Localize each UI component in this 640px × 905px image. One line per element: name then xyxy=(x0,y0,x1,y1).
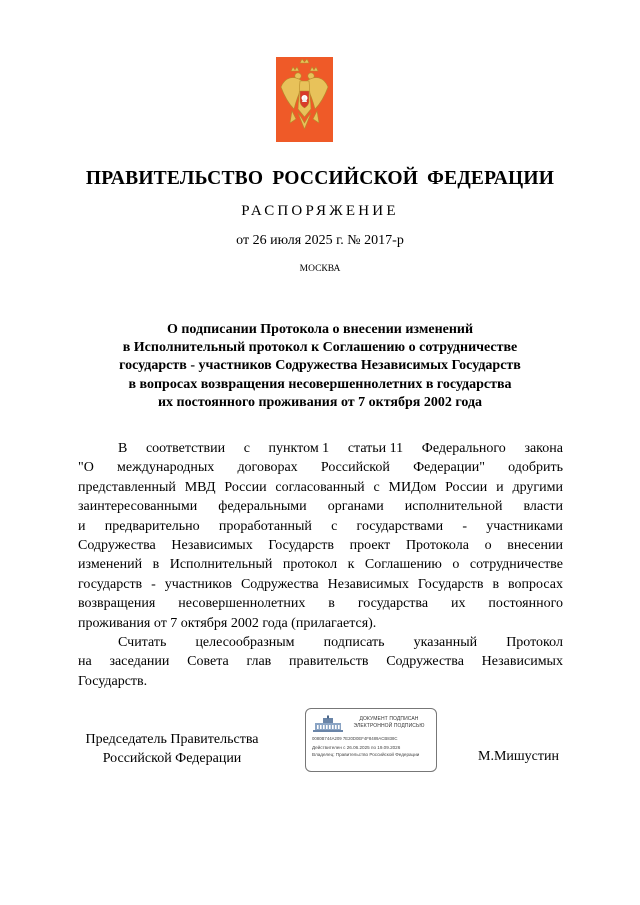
body-line xyxy=(78,439,563,458)
body-word: в xyxy=(328,596,335,612)
body-word: участниками xyxy=(486,518,563,534)
body-word: Исполнительный xyxy=(169,557,273,573)
body-word: протокол xyxy=(282,557,338,573)
body-word: Протокол xyxy=(506,634,563,650)
body-word: на xyxy=(78,654,92,670)
body-word: органами xyxy=(327,499,384,515)
body-word: Содружества xyxy=(386,654,464,670)
government-building-icon xyxy=(312,715,344,733)
document-subject xyxy=(80,321,560,412)
body-word: заседании xyxy=(109,654,170,670)
body-word: Независимых xyxy=(481,654,563,670)
body-line xyxy=(78,458,563,477)
stamp-owner: Владелец: Правительство Российской Федерации xyxy=(312,752,420,757)
body-word: глав xyxy=(246,654,272,670)
document-date-number: от 26 июля 2025 г. № 2017-р xyxy=(236,233,404,248)
body-word: государств xyxy=(78,576,143,592)
body-word: МВД xyxy=(184,479,216,495)
body-word: МИДом xyxy=(388,479,437,495)
stamp-heading-line: ДОКУМЕНТ ПОДПИСАН xyxy=(359,716,419,722)
body-word: Содружества xyxy=(78,537,156,553)
stamp-heading xyxy=(342,716,436,729)
body-line xyxy=(78,536,563,555)
document-type: РАСПОРЯЖЕНИЕ xyxy=(241,203,399,219)
body-word: Соглашению xyxy=(364,557,442,573)
body-word: России xyxy=(445,479,488,495)
body-word: Независимых xyxy=(171,537,253,553)
body-line xyxy=(78,633,563,652)
subject-line: в Исполнительный протокол к Соглашению о сотрудничестве xyxy=(122,340,518,356)
body-word: федеральными xyxy=(218,499,307,515)
body-word: исполнительной xyxy=(404,499,503,515)
body-word: соответствии xyxy=(145,441,226,456)
body-word: и xyxy=(496,479,504,495)
electronic-signature-stamp xyxy=(305,708,437,772)
body-word: согласованный xyxy=(275,479,365,495)
body-line: Государств. xyxy=(78,673,148,689)
body-word: Федерального xyxy=(421,441,506,456)
body-word: в xyxy=(492,576,500,592)
body-word: - xyxy=(462,518,467,534)
subject-line: О подписании Протокола о внесении изменений xyxy=(166,322,474,337)
body-word: государствами xyxy=(356,518,444,534)
subject-line: их постоянного проживания от 7 октября 2002 года xyxy=(157,394,483,410)
body-word: России xyxy=(224,479,267,495)
body-word: договорах xyxy=(237,460,298,476)
body-word: Считать xyxy=(118,634,167,650)
body-line xyxy=(78,652,563,671)
body-word: с xyxy=(331,518,338,534)
body-line xyxy=(78,517,563,536)
body-word: закона xyxy=(524,441,563,456)
body-word: статьи 11 xyxy=(347,441,404,456)
body-line: проживания от 7 октября 2002 года (прилагается). xyxy=(78,615,377,631)
body-line xyxy=(78,478,563,497)
body-word: правительств xyxy=(289,654,369,670)
body-word: и xyxy=(78,518,86,534)
body-word: проект xyxy=(349,537,391,553)
body-word: проработанный xyxy=(218,518,312,534)
body-word: власти xyxy=(523,499,563,515)
body-line xyxy=(78,497,563,516)
body-word: внесении xyxy=(507,537,563,553)
body-word: представленный xyxy=(78,479,176,495)
body-word: другими xyxy=(512,479,563,495)
body-word: Государств xyxy=(417,576,484,592)
body-word: о xyxy=(452,557,460,573)
body-word: подписать xyxy=(323,634,385,650)
body-word: Российской xyxy=(320,460,390,476)
government-title: ПРАВИТЕЛЬСТВО РОССИЙСКОЙ ФЕДЕРАЦИИ xyxy=(85,168,555,189)
body-word: вопросах xyxy=(508,576,563,592)
body-word: целесообразным xyxy=(195,634,295,650)
signer-title xyxy=(78,731,266,768)
stamp-certificate-number: 0080B744A209 7E20D0EF4F8489ACB838C xyxy=(312,736,398,741)
document-city: МОСКВА xyxy=(299,264,341,274)
document-body xyxy=(78,439,563,691)
body-word: международных xyxy=(117,460,215,476)
body-word: о xyxy=(484,537,492,553)
subject-line: государств - участников Содружества Независимых Государств xyxy=(119,358,521,374)
body-word: к xyxy=(347,557,355,573)
body-word: - xyxy=(151,576,156,592)
body-word: с xyxy=(373,479,380,495)
body-word: возвращения xyxy=(78,596,156,612)
body-word: Независимых xyxy=(327,576,409,592)
body-word: их xyxy=(450,596,466,612)
body-word: одобрить xyxy=(508,460,563,476)
signer-title-line: Председатель Правительства xyxy=(85,732,259,747)
body-word: Федерации" xyxy=(413,460,485,476)
body-word: Государств xyxy=(268,537,334,553)
body-word: "О xyxy=(78,460,94,476)
body-word: участников xyxy=(164,576,232,592)
body-word: сотрудничестве xyxy=(469,557,563,573)
body-word: Совета xyxy=(187,654,229,670)
body-line xyxy=(78,555,563,574)
subject-line: в вопросах возвращения несовершеннолетних в государства xyxy=(128,376,512,392)
body-word: Протокола xyxy=(405,537,469,553)
body-word: изменений xyxy=(78,557,143,573)
russian-coat-of-arms-icon xyxy=(276,57,333,142)
body-word: В xyxy=(118,441,128,456)
signer-name: М.Мишустин xyxy=(478,749,559,764)
body-word: государства xyxy=(357,596,429,612)
signer-title-line: Российской Федерации xyxy=(102,750,242,766)
body-word: Содружества xyxy=(240,576,319,592)
body-word: несовершеннолетних xyxy=(178,596,306,612)
body-word: постоянного xyxy=(488,596,563,612)
body-word: предварительно xyxy=(104,518,200,534)
stamp-heading-line: ЭЛЕКТРОННОЙ ПОДПИСЬЮ xyxy=(353,722,425,729)
body-word: в xyxy=(152,557,160,573)
body-word: указанный xyxy=(413,634,478,650)
body-word: заинтересованными xyxy=(78,499,198,515)
stamp-validity: Действителен с 26.06.2025 по 19.09.2026 xyxy=(312,745,401,750)
body-line xyxy=(78,575,563,594)
body-line xyxy=(78,594,563,613)
body-word: с xyxy=(243,441,250,456)
body-word: пунктом 1 xyxy=(268,441,330,456)
